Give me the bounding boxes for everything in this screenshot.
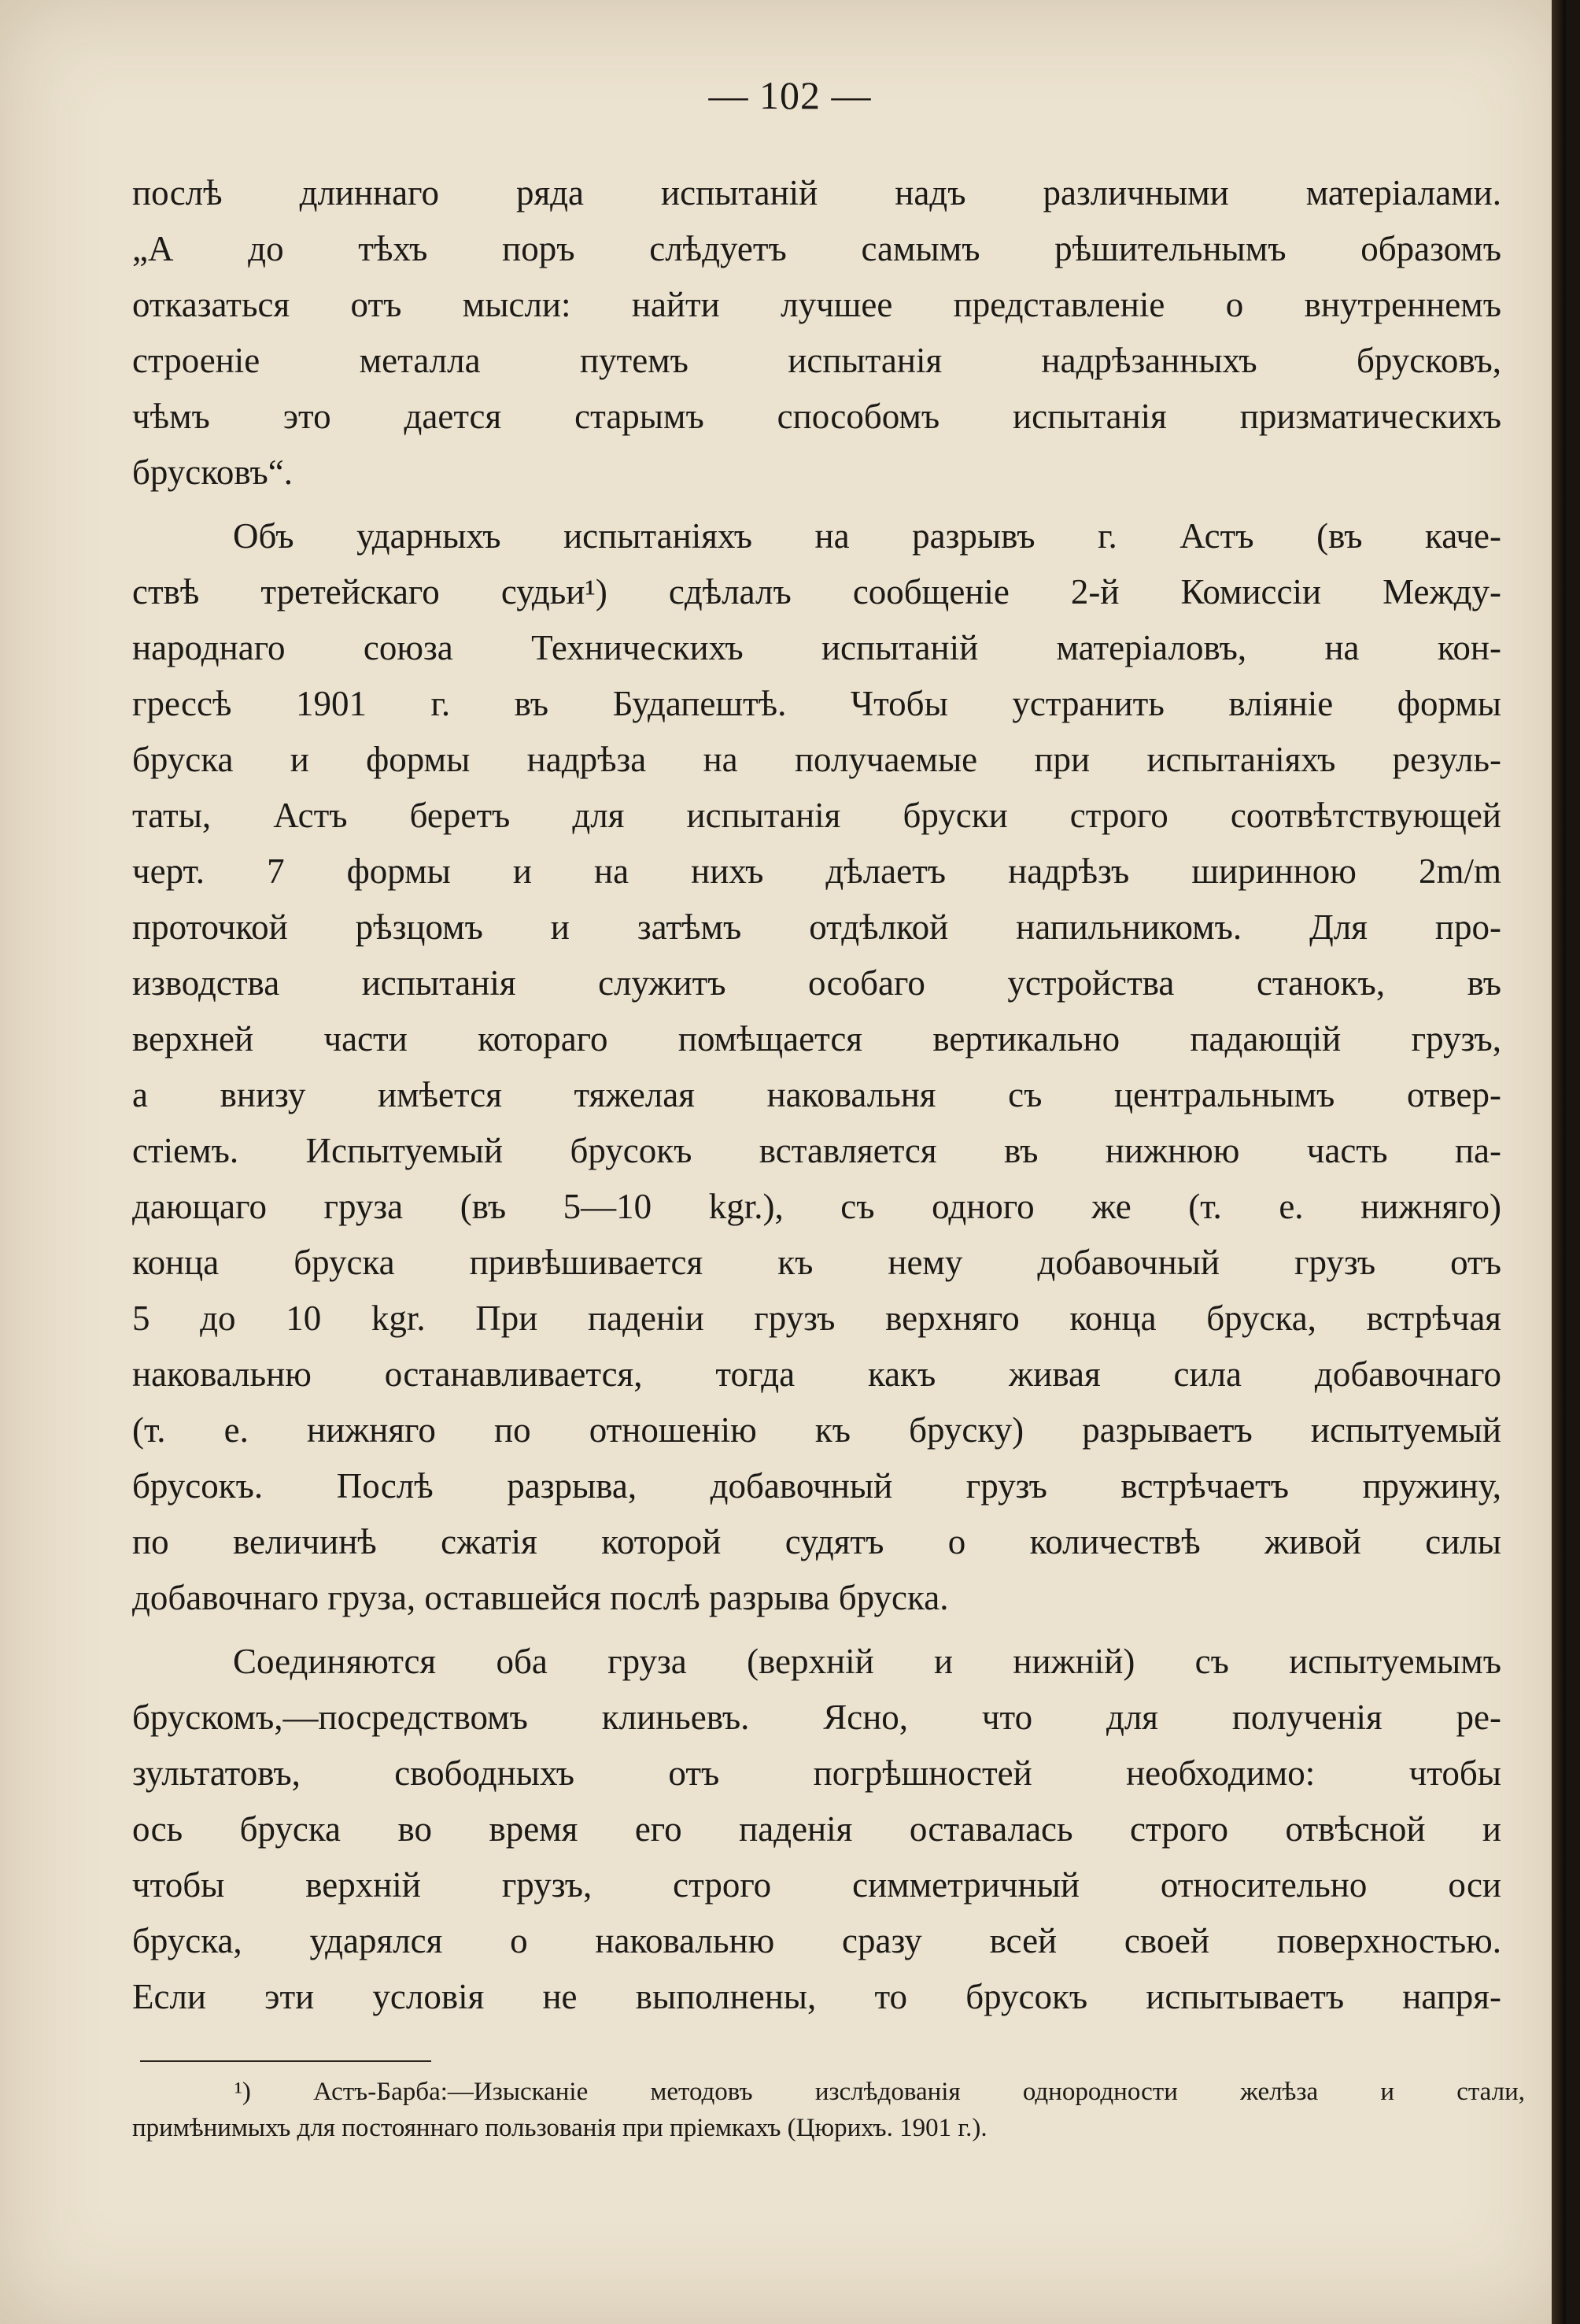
footnote [132, 2074, 1525, 2146]
footnote-divider [140, 2060, 431, 2062]
footnote-line: примѣнимыхъ для постояннаго пользованія при пріемкахъ (Цюрихъ. 1901 г.). [132, 2114, 988, 2142]
body-text [132, 165, 1501, 2025]
text-line: по величинѣ сжатія которой судятъ о количествѣ живой силы [132, 1522, 1501, 1561]
text-line: Соединяются оба груза (верхній и нижній) съ испытуемымъ [233, 1642, 1501, 1681]
text-line: стіемъ. Испытуемый брусокъ вставляется въ нижнюю часть па- [132, 1131, 1501, 1170]
page-number: — 102 — [708, 73, 872, 117]
text-line: чтобы верхній грузъ, строго симметричный относительно оси [132, 1865, 1501, 1905]
text-line: отказаться отъ мысли: найти лучшее представленіе о внутреннемъ [132, 285, 1501, 324]
text-line: чѣмъ это дается старымъ способомъ испытанія призматическихъ [132, 397, 1501, 436]
text-line: бруска и формы надрѣза на получаемые при испытаніяхъ резуль- [132, 740, 1501, 779]
text-line: послѣ длиннаго ряда испытаній надъ различными матеріалами. [132, 173, 1501, 212]
text-line: 5 до 10 kgr. При паденіи грузъ верхняго конца бруска, встрѣчая [132, 1299, 1501, 1338]
paragraph-gap [132, 501, 1501, 508]
text-line: ось бруска во время его паденія оставалась строго отвѣсной и [132, 1809, 1501, 1849]
text-line: народнаго союза Техническихъ испытаній матеріаловъ, на кон- [132, 628, 1501, 667]
paragraph [132, 508, 1501, 1626]
paragraph-gap [132, 1626, 1501, 1634]
text-line: брусковъ“. [132, 453, 293, 492]
text-line: дающаго груза (въ 5—10 kgr.), съ одного же (т. е. нижняго) [132, 1187, 1501, 1226]
text-line: брусокъ. Послѣ разрыва, добавочный грузъ встрѣчаетъ пружину, [132, 1466, 1501, 1506]
text-line: наковальню останавливается, тогда какъ живая сила добавочнаго [132, 1354, 1501, 1394]
text-line: грессѣ 1901 г. въ Будапештѣ. Чтобы устранить вліяніе формы [132, 684, 1501, 723]
text-line: Объ ударныхъ испытаніяхъ на разрывъ г. Астъ (въ каче- [233, 516, 1501, 556]
footnote-line: ¹) Астъ-Барба:—Изысканіе методовъ изслѣдованія однородности желѣза и стали, [234, 2078, 1525, 2106]
text-line: верхней части котораго помѣщается вертикально падающій грузъ, [132, 1019, 1501, 1059]
text-line: добавочнаго груза, оставшейся послѣ разрыва бруска. [132, 1578, 949, 1617]
text-line: (т. е. нижняго по отношенію къ бруску) разрываетъ испытуемый [132, 1410, 1501, 1450]
text-line: изводства испытанія служитъ особаго устройства станокъ, въ [132, 963, 1501, 1003]
text-line: „А до тѣхъ поръ слѣдуетъ самымъ рѣшительнымъ образомъ [132, 229, 1501, 268]
text-line: Если эти условія не выполнены, то брусокъ испытываетъ напря- [132, 1977, 1501, 2016]
text-line: бруска, ударялся о наковальню сразу всей своей поверхностью. [132, 1921, 1501, 1960]
text-line: строеніе металла путемъ испытанія надрѣзанныхъ брусковъ, [132, 341, 1501, 380]
paragraph [132, 1634, 1501, 2025]
text-line: а внизу имѣется тяжелая наковальня съ центральнымъ отвер- [132, 1075, 1501, 1114]
text-line: проточкой рѣзцомъ и затѣмъ отдѣлкой напильникомъ. Для про- [132, 907, 1501, 947]
page-edge-shadow [1552, 0, 1566, 2324]
text-line: черт. 7 формы и на нихъ дѣлаетъ надрѣзъ ширинною 2m/m [132, 852, 1501, 891]
text-line: зультатовъ, свободныхъ отъ погрѣшностей необходимо: чтобы [132, 1753, 1501, 1793]
text-line: таты, Астъ беретъ для испытанія бруски строго соотвѣтствующей [132, 796, 1501, 835]
paragraph [132, 165, 1501, 501]
text-line: брускомъ,—посредствомъ клиньевъ. Ясно, что для полученія ре- [132, 1698, 1501, 1737]
text-line: ствѣ третейскаго судьи¹) сдѣлалъ сообщеніе 2-й Комиссіи Между- [132, 572, 1501, 611]
text-line: конца бруска привѣшивается къ нему добавочный грузъ отъ [132, 1243, 1501, 1282]
